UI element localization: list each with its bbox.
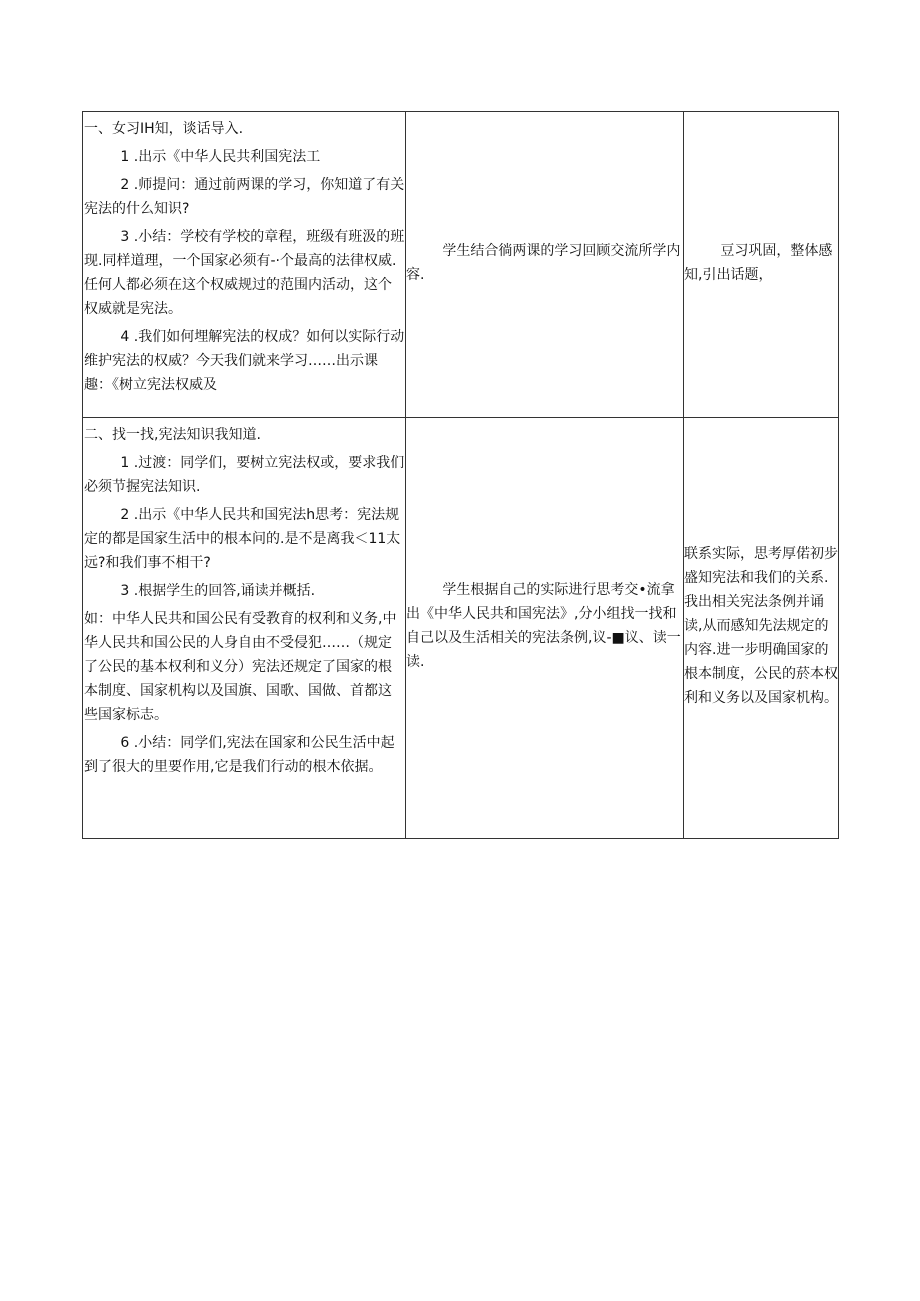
step-item: 1 .过渡：同学们，要树立宪法权或，要求我们必须节握宪法知识. <box>84 455 405 495</box>
step-item: 3 .根据学生的回答,诵读并概括. <box>120 583 316 599</box>
student-activity-cell <box>406 418 684 839</box>
design-purpose-cell <box>684 418 839 839</box>
teaching-step-cell <box>83 112 406 418</box>
student-activity-text: 学生结合徜两课的学习回顾交流所学内容. <box>406 242 681 283</box>
lesson-plan-table <box>82 111 839 839</box>
step-item: 2 .师提问：通过前两课的学习，你知道了有关宪法的什么知识? <box>84 177 405 217</box>
table-row <box>83 112 839 418</box>
step-item: 2 .出示《中华人民共和国宪法h思考：宪法规定的都是国家生活中的根本问的.是不是离我＜11太远?和我们事不相干? <box>84 507 401 571</box>
design-purpose-cell <box>684 112 839 418</box>
student-activity-cell <box>406 112 684 418</box>
design-purpose-text: 豆习巩固，整体感知,引出话题， <box>684 242 833 283</box>
student-activity-text: 学生根据自己的实际进行思考交•流拿出《中华人民共和国宪法》,分小组找一找和自己以及生活相关的宪法条例,议-■议、读一读. <box>406 582 681 670</box>
design-purpose-text: 联系实际，思考厚偌初步盛知宪法和我们的关系.我出相关宪法条例并诵读,从而感知先法规定的内容.进一步明确国家的根本制度，公民的菸本权利和义务以及国家机构。 <box>684 546 838 706</box>
step-item: 3 .小结：学校有学校的章程，班级有班汲的班现.同样道理，一个国家必须有-·个最高的法律权威.任何人都必须在这个权威规过的范围内活动，这个权威就是宪法。 <box>84 229 405 317</box>
table-row <box>83 418 839 839</box>
step-item: 6 .小结：同学们,宪法在国家和公民生活中起到了很大的里要作用,它是我们行动的根木依据。 <box>84 735 395 775</box>
teaching-step-cell <box>83 418 406 839</box>
step-item: 4 .我们如何埋解宪法的权成？如何以实际行动维护宪法的权威？今天我们就来学习……出示课趣：《树立宪法权威及 <box>84 329 405 393</box>
step-item: 1 .出示《中华人民共利国宪法工 <box>120 149 321 165</box>
step-item: 如：中华人民共和国公民有受教育的权利和义务,中华人民共和国公民的人身自由不受侵犯……（规定了公民的基本权利和义分）宪法还规定了国家的根本制度、国家机构以及国旗、国歌、国做、首都这些国家标志。 <box>84 611 397 723</box>
step-heading: 二、找一找,宪法知识我知道. <box>84 427 261 443</box>
step-heading: 一、女习IH知，谈话导入. <box>84 121 244 137</box>
